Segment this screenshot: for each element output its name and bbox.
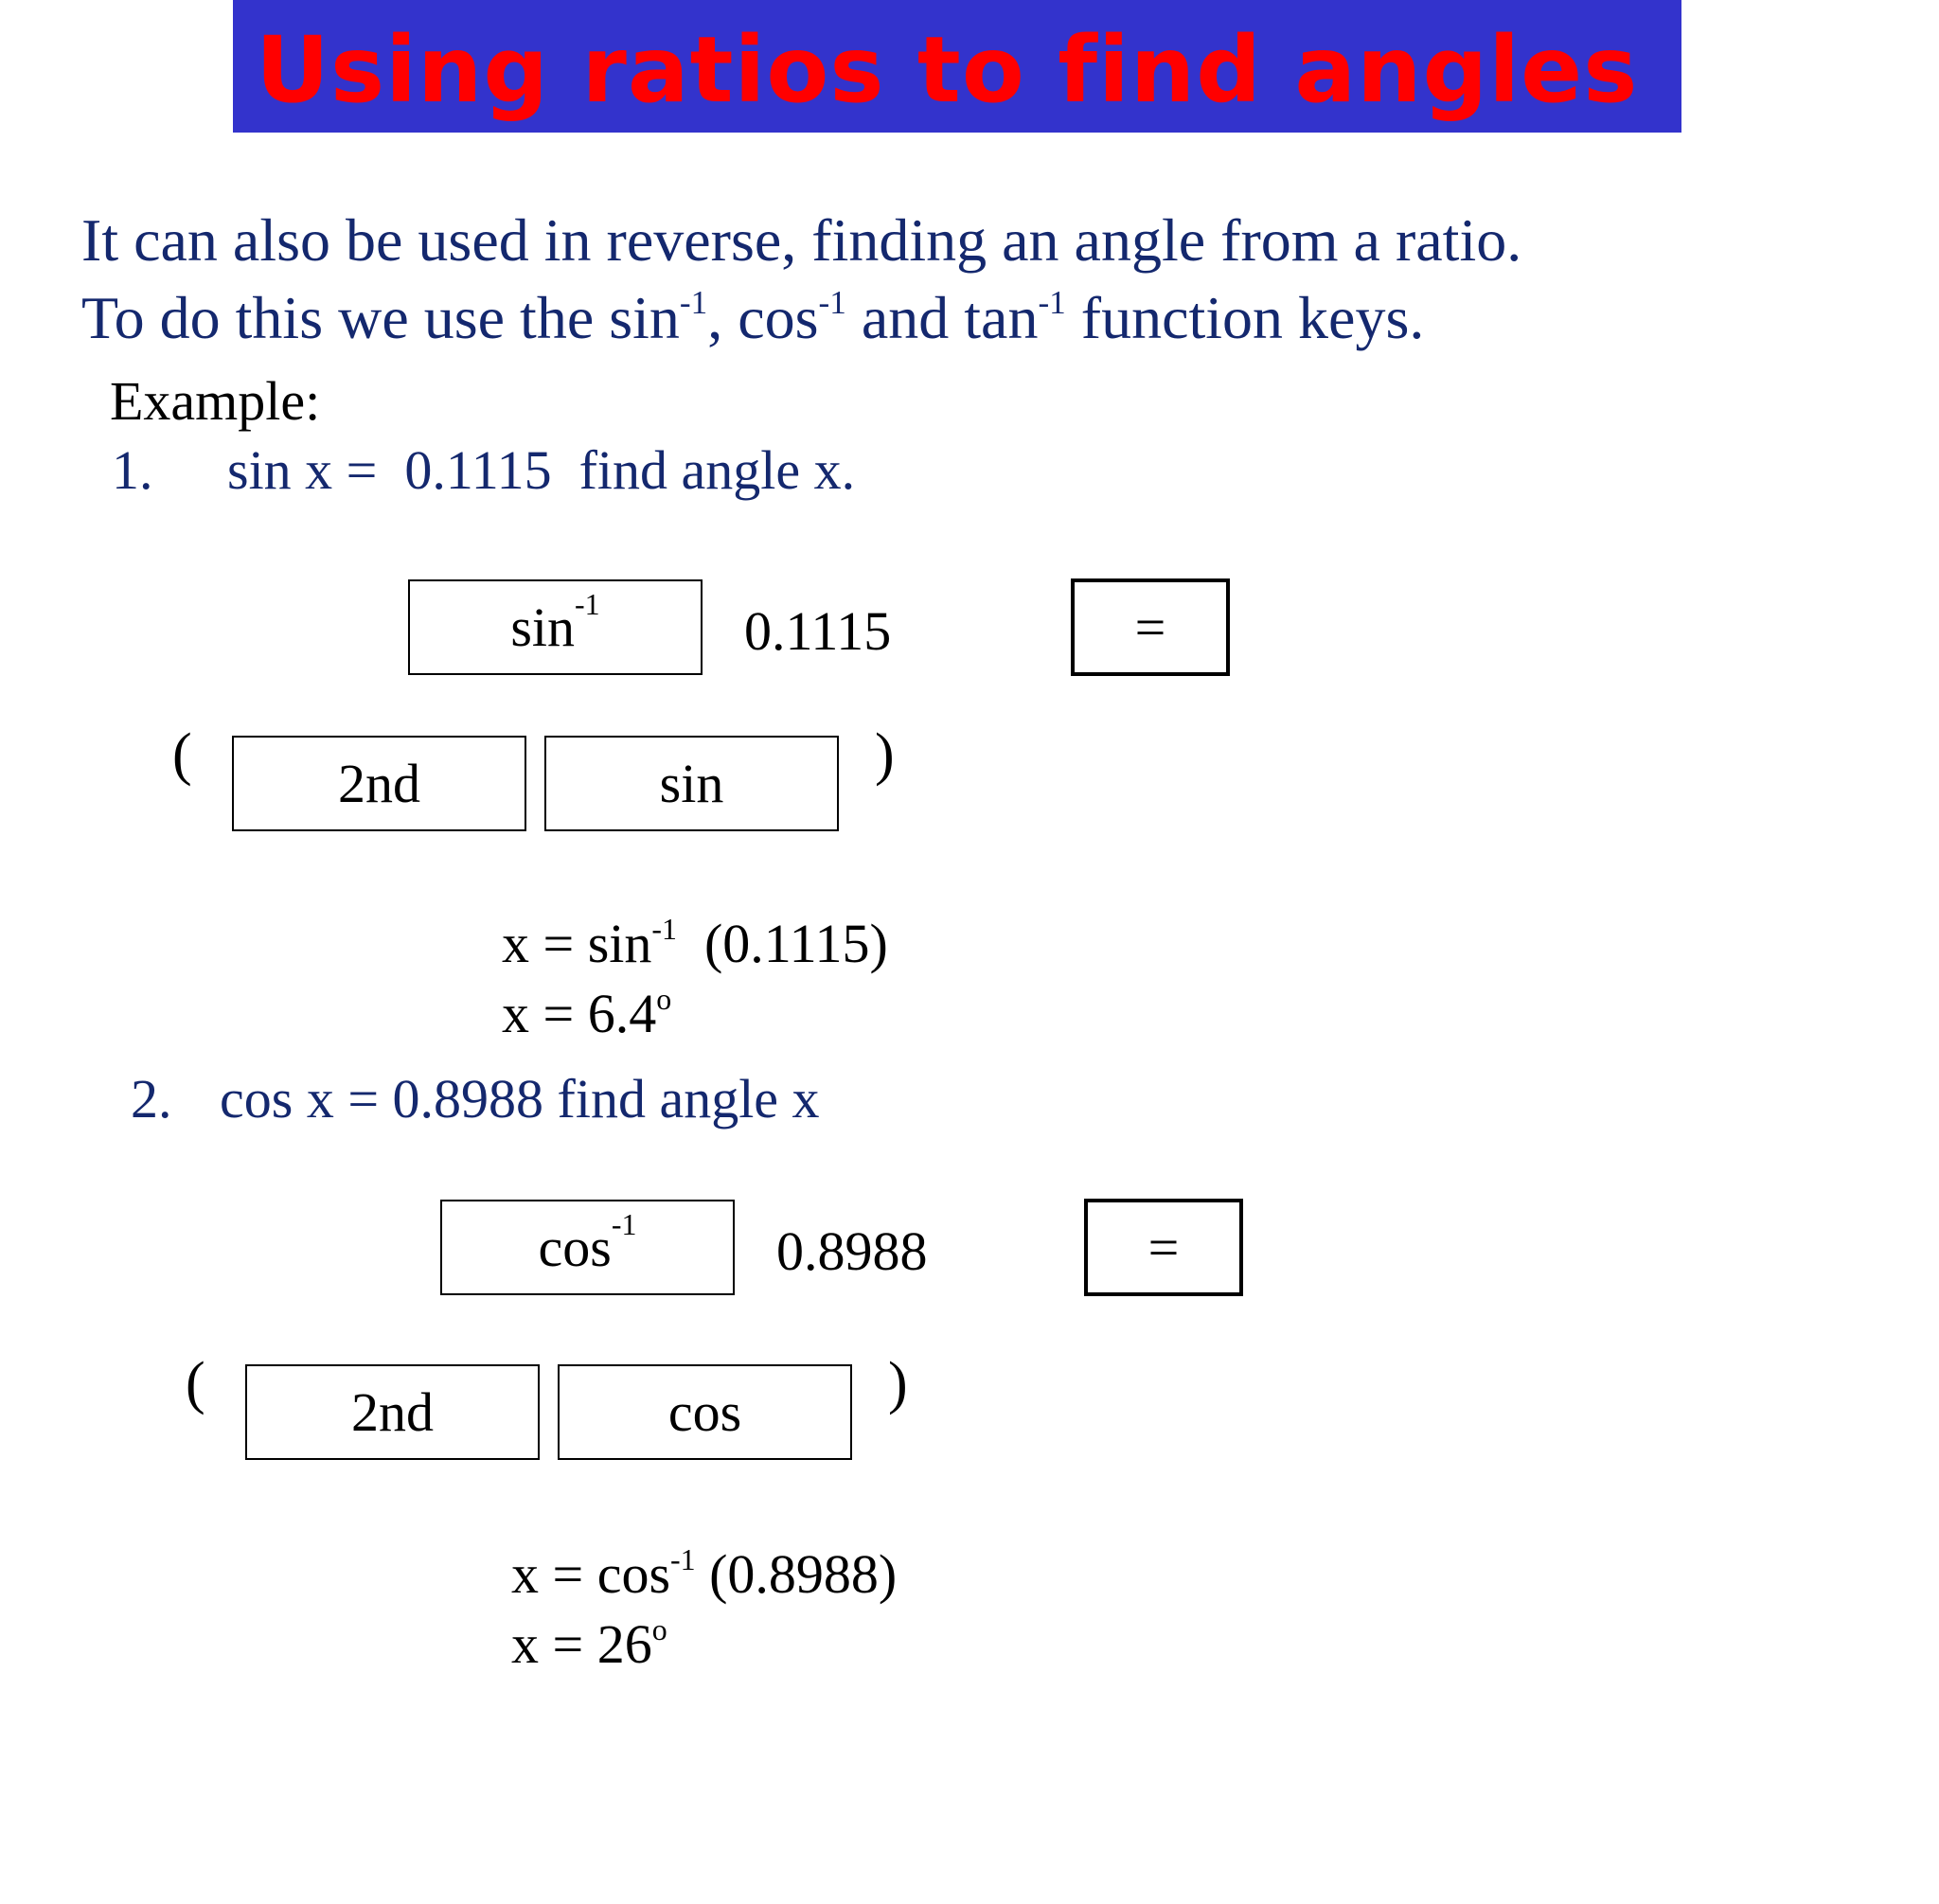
cos-inverse-key [440,1200,735,1295]
example-2-work-line-2 [511,1611,667,1686]
example-1-work-line-1-a: x = sin [502,913,652,974]
cos-key: cos [558,1364,852,1460]
example-2-value: 0.8988 [776,1220,928,1282]
intro-sup-sin: -1 [679,283,708,321]
example-1-work-line-1-sup: -1 [651,913,677,947]
example-2-work-line-1 [511,1541,897,1616]
2nd-key-1: 2nd [232,736,526,831]
intro-sup-tan: -1 [1038,283,1066,321]
example-2-work-line-1-sup: -1 [670,1543,696,1577]
sin-inverse-key-sup: -1 [575,587,600,621]
2nd-key-2: 2nd [245,1364,540,1460]
sin-inverse-key [408,579,703,675]
example-1-work-line-2 [502,981,671,1056]
equals-key-2: = [1084,1199,1243,1296]
equals-key-1: = [1071,578,1230,676]
example-2-degree-sup: o [651,1613,667,1647]
close-paren-2: ) [888,1351,908,1415]
example-1-number: 1. [112,439,153,501]
example-1-degree-sup: o [656,983,672,1017]
example-label: Example: [110,370,321,432]
example-2-work-line-1-a: x = cos [511,1543,671,1605]
cos-inverse-key-label: cos [538,1217,612,1278]
example-1-statement: sin x = 0.1115 find angle x. [227,439,856,501]
example-1-work-line-2-a: x = 6.4 [502,983,657,1044]
intro-line-2-b: , cos [707,284,819,351]
intro-line-2-d: function keys. [1065,284,1425,351]
example-1-value: 0.1115 [744,600,892,662]
sin-key: sin [544,736,839,831]
example-1-work-line-1 [502,911,888,986]
intro-line-2-a: To do this we use the sin [81,284,680,351]
example-2-work-line-1-b: (0.8988) [695,1543,898,1605]
page-title: Using ratios to find angles [256,17,1639,123]
intro-line-2-c: and tan [845,284,1039,351]
open-paren-1: ( [172,722,192,787]
cos-inverse-key-sup: -1 [611,1207,637,1241]
example-1-work-line-1-b: (0.1115) [676,913,888,974]
intro-line-2 [81,280,1424,365]
intro-line-1: It can also be used in reverse, finding an angle from a ratio. [81,206,1522,274]
intro-sup-cos: -1 [818,283,846,321]
example-2-number: 2. [131,1068,172,1130]
open-paren-2: ( [186,1351,205,1415]
example-2-statement: cos x = 0.8988 find angle x [220,1068,820,1130]
sin-inverse-key-label: sin [510,596,576,658]
example-2-work-line-2-a: x = 26 [511,1613,652,1675]
close-paren-1: ) [875,722,895,787]
